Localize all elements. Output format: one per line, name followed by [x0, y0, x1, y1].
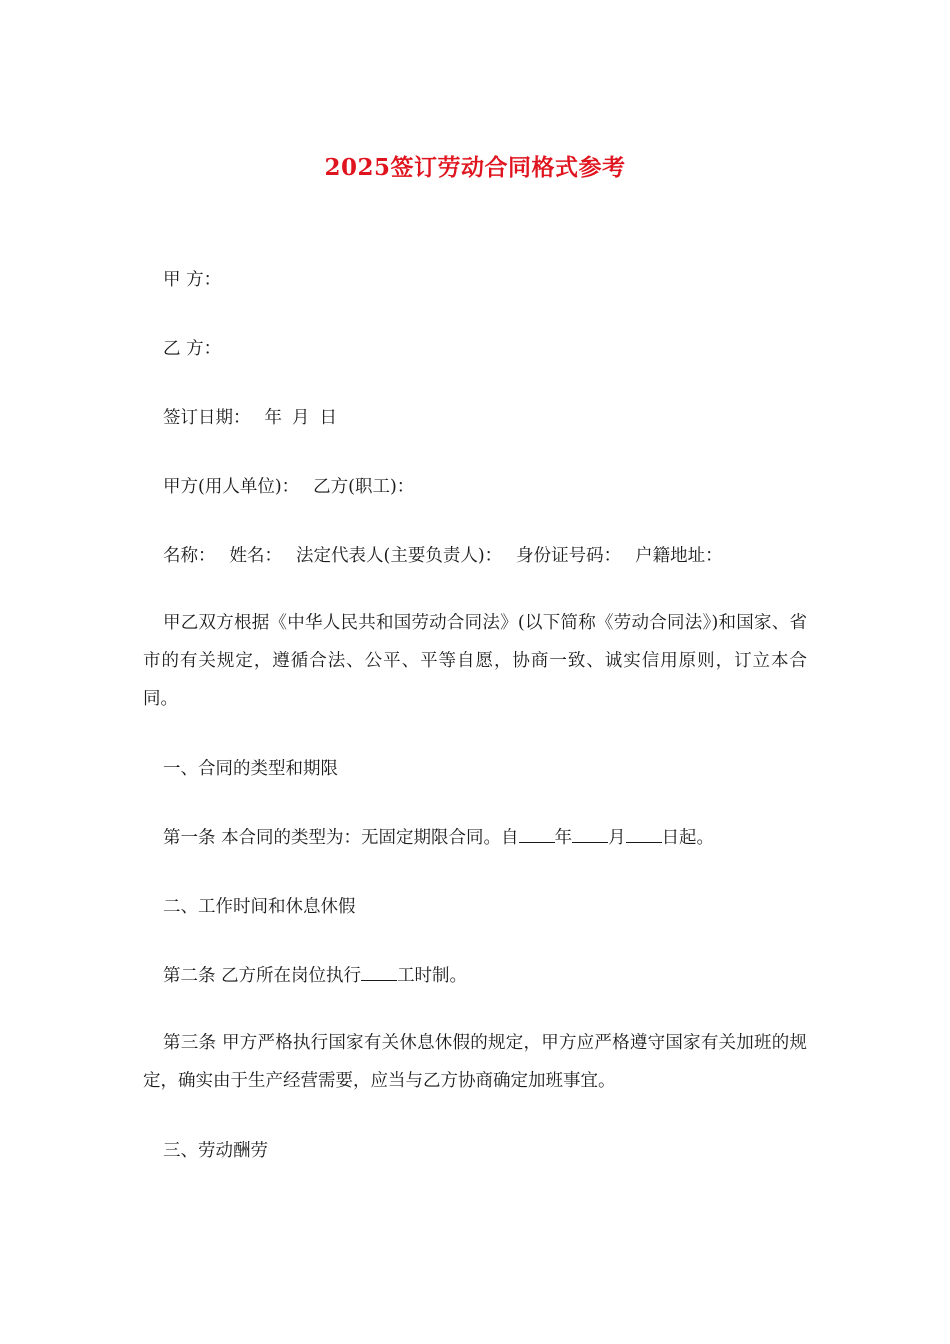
- article2-suffix: 工时制。: [397, 966, 468, 986]
- sign-date-label: 签订日期：: [163, 408, 251, 428]
- blank-year: [519, 826, 555, 843]
- identity-fields-row: [163, 544, 723, 568]
- employee-label: 乙方(职工)：: [313, 477, 415, 497]
- section2-heading: 二、工作时间和休息休假: [163, 897, 356, 917]
- parties-row: [163, 475, 414, 499]
- person-name-label: 姓名：: [229, 546, 282, 566]
- article2: [163, 964, 467, 988]
- sign-month: 月: [292, 408, 310, 428]
- blank-month: [572, 826, 608, 843]
- party-a-field: 甲 方：: [163, 270, 222, 290]
- article1-suffix: 日起。: [661, 828, 715, 848]
- blank-day: [626, 826, 662, 843]
- id-number-label: 身份证号码：: [516, 546, 622, 566]
- article3: 第三条 甲方严格执行国家有关休息休假的规定，甲方应严格遵守国家有关加班的规定，确实由于生产经营需要，应当与乙方协商确定加班事宜。: [143, 1033, 807, 1091]
- sign-date-row: [163, 406, 337, 430]
- section3-heading: 三、劳动酬劳: [163, 1141, 268, 1161]
- article1-year: 年: [554, 828, 573, 848]
- legal-rep-label: 法定代表人(主要负责人)：: [296, 546, 503, 566]
- article2-prefix: 第二条 乙方所在岗位执行: [163, 966, 362, 986]
- employer-label: 甲方(用人单位)：: [163, 477, 300, 497]
- article1: [163, 826, 714, 850]
- intro-paragraph: 甲乙双方根据《中华人民共和国劳动合同法》(以下简称《劳动合同法》)和国家、省市的有关规定，遵循合法、公平、平等自愿，协商一致、诚实信用原则，订立本合同。: [143, 613, 807, 709]
- sign-day: 日: [319, 408, 337, 428]
- article1-prefix: 第一条 本合同的类型为：无固定期限合同。自: [163, 828, 519, 848]
- sign-year: 年: [264, 408, 282, 428]
- document-title: 2025签订劳动合同格式参考: [324, 154, 626, 181]
- party-b-field: 乙 方：: [163, 339, 222, 359]
- section1-heading: 一、合同的类型和期限: [163, 759, 338, 779]
- blank-work-hours: [361, 964, 397, 981]
- name-label: 名称：: [163, 546, 216, 566]
- household-address-label: 户籍地址：: [635, 546, 723, 566]
- article1-month: 月: [608, 828, 626, 848]
